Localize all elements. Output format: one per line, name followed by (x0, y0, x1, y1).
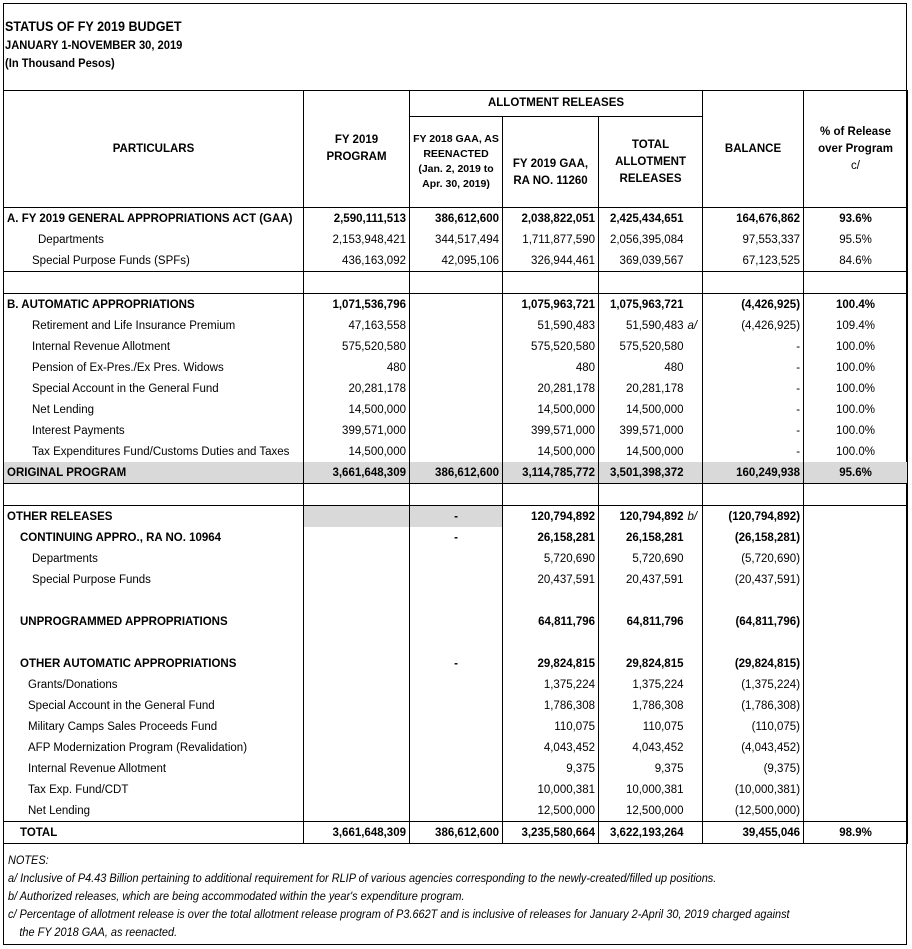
table-row (4, 420, 908, 441)
report-period: JANUARY 1-NOVEMBER 30, 2019 (5, 38, 183, 52)
cell-program (304, 569, 410, 590)
table-row (4, 229, 908, 250)
row-label: Tax Expenditures Fund/Customs Duties and Taxes (4, 441, 304, 462)
cell-program: 1,071,536,796 (304, 294, 410, 316)
table-cell (503, 484, 599, 506)
cell-gaa2019: 20,281,178 (503, 378, 599, 399)
cell-pct: 95.6% (804, 462, 908, 484)
cell-tag (687, 294, 703, 316)
table-row (4, 611, 908, 632)
cell-pct (804, 653, 908, 674)
cell-balance: - (703, 336, 804, 357)
table-cell (804, 632, 908, 653)
table-cell (304, 484, 410, 506)
cell-balance: (9,375) (703, 758, 804, 779)
table-cell (4, 484, 304, 506)
cell-tag: b/ (687, 506, 703, 528)
table-row (4, 378, 908, 399)
row-label: TOTAL (4, 822, 304, 844)
cell-balance: (4,426,925) (703, 294, 804, 316)
table-cell (410, 484, 503, 506)
row-label: OTHER AUTOMATIC APPROPRIATIONS (4, 653, 304, 674)
table-cell (804, 484, 908, 506)
cell-balance: - (703, 378, 804, 399)
row-label: Net Lending (4, 800, 304, 822)
cell-tag (687, 229, 703, 250)
table-cell (703, 632, 804, 653)
cell-pct: 95.5% (804, 229, 908, 250)
cell-gaa2018 (410, 336, 503, 357)
cell-balance: - (703, 420, 804, 441)
cell-total: 51,590,483 (599, 315, 687, 336)
cell-total: 2,425,434,651 (599, 208, 687, 230)
col-gaa-2019: FY 2019 GAA, RA NO. 11260 (503, 117, 599, 208)
cell-gaa2019: 1,075,963,721 (503, 294, 599, 316)
cell-balance: (1,786,308) (703, 695, 804, 716)
cell-gaa2018: 344,517,494 (410, 229, 503, 250)
table-row (4, 758, 908, 779)
cell-pct (804, 527, 908, 548)
table-row (4, 653, 908, 674)
table-cell (410, 272, 503, 294)
cell-program (304, 548, 410, 569)
cell-balance: 97,553,337 (703, 229, 804, 250)
table-cell (703, 590, 804, 611)
cell-gaa2019: 2,038,822,051 (503, 208, 599, 230)
row-label: Net Lending (4, 399, 304, 420)
notes-heading: NOTES: (8, 855, 49, 867)
row-label: Pension of Ex-Pres./Ex Pres. Widows (4, 357, 304, 378)
cell-tag (687, 420, 703, 441)
cell-tag (687, 674, 703, 695)
col-gaa-2018: FY 2018 GAA, AS REENACTED (Jan. 2, 2019 to Apr. 30, 2019) (410, 117, 503, 208)
col-particulars: PARTICULARS (4, 91, 304, 208)
cell-balance: 67,123,525 (703, 250, 804, 272)
cell-program (304, 653, 410, 674)
cell-pct: 84.6% (804, 250, 908, 272)
spacer-row (4, 272, 908, 294)
cell-gaa2018 (410, 441, 503, 462)
cell-gaa2019: 120,794,892 (503, 506, 599, 528)
cell-gaa2018: 386,612,600 (410, 822, 503, 844)
cell-gaa2019: 575,520,580 (503, 336, 599, 357)
cell-pct (804, 569, 908, 590)
row-label: Special Purpose Funds (SPFs) (4, 250, 304, 272)
cell-tag (687, 716, 703, 737)
table-cell (4, 272, 304, 294)
cell-program (304, 695, 410, 716)
cell-program: 14,500,000 (304, 399, 410, 420)
table-row (4, 527, 908, 548)
cell-gaa2018 (410, 420, 503, 441)
cell-balance: (1,375,224) (703, 674, 804, 695)
cell-total: 4,043,452 (599, 737, 687, 758)
cell-pct (804, 506, 908, 528)
cell-gaa2019: 20,437,591 (503, 569, 599, 590)
cell-gaa2019: 480 (503, 357, 599, 378)
cell-program (304, 611, 410, 632)
report-title: STATUS OF FY 2019 BUDGET (5, 19, 182, 34)
cell-program: 2,153,948,421 (304, 229, 410, 250)
cell-gaa2018 (410, 800, 503, 822)
cell-pct (804, 737, 908, 758)
row-label: Special Account in the General Fund (4, 695, 304, 716)
table-row (4, 548, 908, 569)
table-row (4, 569, 908, 590)
cell-pct: 100.4% (804, 294, 908, 316)
cell-program: 436,163,092 (304, 250, 410, 272)
cell-gaa2018: - (410, 506, 503, 528)
cell-total: 1,786,308 (599, 695, 687, 716)
cell-total: 64,811,796 (599, 611, 687, 632)
col-pct-release: % of Release over Program c/ (804, 91, 908, 208)
col-total-releases: TOTAL ALLOTMENT RELEASES (599, 117, 703, 208)
cell-gaa2018 (410, 315, 503, 336)
cell-tag (687, 695, 703, 716)
row-label: Departments (4, 229, 304, 250)
cell-gaa2018 (410, 548, 503, 569)
table-cell (687, 590, 703, 611)
note-a: a/ Inclusive of P4.43 Billion pertaining to additional requirement for RLIP of various agencies corresponding to the newly-created/filled up positions. (8, 873, 717, 885)
cell-tag (687, 399, 703, 420)
table-cell (410, 632, 503, 653)
table-row (4, 779, 908, 800)
col-program: FY 2019 PROGRAM (304, 91, 410, 208)
cell-total: 10,000,381 (599, 779, 687, 800)
cell-pct (804, 548, 908, 569)
cell-pct: 100.0% (804, 420, 908, 441)
table-row (4, 250, 908, 272)
table-row (4, 357, 908, 378)
row-label: AFP Modernization Program (Revalidation) (4, 737, 304, 758)
cell-gaa2018 (410, 378, 503, 399)
row-label: Internal Revenue Allotment (4, 336, 304, 357)
cell-total: 20,281,178 (599, 378, 687, 399)
table-cell (804, 590, 908, 611)
note-b: b/ Authorized releases, which are being accommodated within the year's expenditure program. (8, 891, 465, 903)
cell-total: 29,824,815 (599, 653, 687, 674)
cell-total: 9,375 (599, 758, 687, 779)
report-unit: (In Thousand Pesos) (5, 56, 115, 70)
cell-tag (687, 800, 703, 822)
row-label: Interest Payments (4, 420, 304, 441)
table-cell (4, 590, 304, 611)
table-row (4, 208, 908, 230)
cell-pct: 93.6% (804, 208, 908, 230)
cell-pct: 100.0% (804, 399, 908, 420)
table-cell (687, 484, 703, 506)
table-cell (304, 590, 410, 611)
cell-balance: - (703, 441, 804, 462)
cell-tag (687, 779, 703, 800)
cell-balance: (12,500,000) (703, 800, 804, 822)
cell-tag (687, 208, 703, 230)
cell-pct (804, 758, 908, 779)
cell-balance: (20,437,591) (703, 569, 804, 590)
table-cell (599, 590, 687, 611)
cell-program (304, 527, 410, 548)
cell-balance: - (703, 399, 804, 420)
col-allotment-releases: ALLOTMENT RELEASES (410, 91, 703, 117)
cell-gaa2019: 3,235,580,664 (503, 822, 599, 844)
cell-gaa2019: 64,811,796 (503, 611, 599, 632)
cell-tag (687, 548, 703, 569)
cell-tag (687, 737, 703, 758)
cell-tag (687, 611, 703, 632)
cell-tag (687, 527, 703, 548)
cell-gaa2019: 110,075 (503, 716, 599, 737)
cell-balance: (110,075) (703, 716, 804, 737)
cell-program (304, 779, 410, 800)
cell-gaa2018: - (410, 653, 503, 674)
cell-gaa2019: 1,786,308 (503, 695, 599, 716)
cell-total: 12,500,000 (599, 800, 687, 822)
table-row (4, 294, 908, 316)
cell-tag (687, 250, 703, 272)
cell-gaa2018 (410, 357, 503, 378)
table-row (4, 716, 908, 737)
cell-gaa2019: 12,500,000 (503, 800, 599, 822)
row-label: Tax Exp. Fund/CDT (4, 779, 304, 800)
cell-pct: 98.9% (804, 822, 908, 844)
row-label: Departments (4, 548, 304, 569)
table-cell (503, 272, 599, 294)
cell-total: 20,437,591 (599, 569, 687, 590)
cell-total: 480 (599, 357, 687, 378)
cell-program: 2,590,111,513 (304, 208, 410, 230)
cell-gaa2018 (410, 611, 503, 632)
cell-total: 1,075,963,721 (599, 294, 687, 316)
row-label: B. AUTOMATIC APPROPRIATIONS (4, 294, 304, 316)
row-label: Special Account in the General Fund (4, 378, 304, 399)
cell-tag (687, 822, 703, 844)
cell-balance: (29,824,815) (703, 653, 804, 674)
cell-program: 3,661,648,309 (304, 462, 410, 484)
cell-gaa2019: 10,000,381 (503, 779, 599, 800)
cell-program (304, 737, 410, 758)
row-label: Grants/Donations (4, 674, 304, 695)
row-label: Internal Revenue Allotment (4, 758, 304, 779)
table-row (4, 822, 908, 844)
cell-gaa2019: 326,944,461 (503, 250, 599, 272)
cell-gaa2019: 51,590,483 (503, 315, 599, 336)
cell-pct (804, 611, 908, 632)
table-cell (599, 632, 687, 653)
spacer-row (4, 484, 908, 506)
cell-gaa2018 (410, 674, 503, 695)
note-c: c/ Percentage of allotment release is over the total allotment release program of P3.662T and is inclusive of releases for January 2-April 30, 2019 charged against (8, 909, 790, 921)
cell-pct (804, 800, 908, 822)
cell-gaa2019: 5,720,690 (503, 548, 599, 569)
cell-program: 575,520,580 (304, 336, 410, 357)
cell-pct: 100.0% (804, 336, 908, 357)
cell-pct: 100.0% (804, 378, 908, 399)
spacer-row (4, 590, 908, 611)
row-label: Special Purpose Funds (4, 569, 304, 590)
report-header (5, 18, 196, 72)
cell-gaa2019: 1,711,877,590 (503, 229, 599, 250)
cell-tag (687, 462, 703, 484)
cell-pct (804, 779, 908, 800)
col-balance: BALANCE (703, 91, 804, 208)
cell-total: 120,794,892 (599, 506, 687, 528)
cell-gaa2018 (410, 569, 503, 590)
cell-total: 399,571,000 (599, 420, 687, 441)
spacer-row (4, 632, 908, 653)
cell-gaa2019: 3,114,785,772 (503, 462, 599, 484)
cell-total: 14,500,000 (599, 441, 687, 462)
cell-gaa2018: - (410, 527, 503, 548)
cell-program: 14,500,000 (304, 441, 410, 462)
cell-gaa2018 (410, 758, 503, 779)
cell-balance: 39,455,046 (703, 822, 804, 844)
cell-pct (804, 674, 908, 695)
cell-tag (687, 336, 703, 357)
cell-pct (804, 695, 908, 716)
cell-balance: (10,000,381) (703, 779, 804, 800)
table-row (4, 336, 908, 357)
cell-total: 3,622,193,264 (599, 822, 687, 844)
table-cell (687, 632, 703, 653)
cell-gaa2019: 14,500,000 (503, 399, 599, 420)
table-row (4, 462, 908, 484)
table-row (4, 800, 908, 822)
cell-balance: (64,811,796) (703, 611, 804, 632)
cell-total: 2,056,395,084 (599, 229, 687, 250)
cell-tag (687, 441, 703, 462)
cell-program (304, 800, 410, 822)
cell-total: 26,158,281 (599, 527, 687, 548)
cell-tag (687, 569, 703, 590)
table-row (4, 399, 908, 420)
cell-gaa2018 (410, 779, 503, 800)
cell-gaa2018 (410, 737, 503, 758)
cell-program: 3,661,648,309 (304, 822, 410, 844)
cell-total: 369,039,567 (599, 250, 687, 272)
cell-program (304, 506, 410, 528)
cell-gaa2018: 386,612,600 (410, 462, 503, 484)
cell-program: 47,163,558 (304, 315, 410, 336)
note-c-continued: the FY 2018 GAA, as reenacted. (19, 927, 178, 939)
table-cell (703, 484, 804, 506)
cell-gaa2018 (410, 294, 503, 316)
table-cell (304, 272, 410, 294)
table-cell (687, 272, 703, 294)
cell-pct: 100.0% (804, 441, 908, 462)
cell-program: 399,571,000 (304, 420, 410, 441)
cell-balance: (120,794,892) (703, 506, 804, 528)
table-row (4, 315, 908, 336)
cell-gaa2019: 9,375 (503, 758, 599, 779)
cell-pct: 109.4% (804, 315, 908, 336)
table-cell (503, 632, 599, 653)
cell-gaa2018 (410, 399, 503, 420)
table-cell (599, 272, 687, 294)
table-cell (599, 484, 687, 506)
cell-total: 110,075 (599, 716, 687, 737)
cell-gaa2018 (410, 716, 503, 737)
cell-pct: 100.0% (804, 357, 908, 378)
cell-total: 3,501,398,372 (599, 462, 687, 484)
table-row (4, 695, 908, 716)
cell-total: 1,375,224 (599, 674, 687, 695)
table-row (4, 674, 908, 695)
cell-tag (687, 653, 703, 674)
table-cell (503, 590, 599, 611)
row-label: Military Camps Sales Proceeds Fund (4, 716, 304, 737)
cell-balance: (4,426,925) (703, 315, 804, 336)
cell-tag (687, 758, 703, 779)
cell-gaa2019: 14,500,000 (503, 441, 599, 462)
cell-balance: - (703, 357, 804, 378)
cell-balance: (26,158,281) (703, 527, 804, 548)
cell-gaa2018: 386,612,600 (410, 208, 503, 230)
table-cell (804, 272, 908, 294)
cell-program: 20,281,178 (304, 378, 410, 399)
cell-total: 5,720,690 (599, 548, 687, 569)
notes-section (8, 852, 888, 942)
cell-program (304, 674, 410, 695)
cell-gaa2019: 4,043,452 (503, 737, 599, 758)
row-label: A. FY 2019 GENERAL APPROPRIATIONS ACT (GAA) (4, 208, 304, 230)
cell-gaa2018 (410, 695, 503, 716)
cell-total: 575,520,580 (599, 336, 687, 357)
table-row (4, 737, 908, 758)
row-label: UNPROGRAMMED APPROPRIATIONS (4, 611, 304, 632)
cell-balance: (4,043,452) (703, 737, 804, 758)
budget-table (3, 90, 908, 844)
cell-program (304, 716, 410, 737)
cell-gaa2019: 1,375,224 (503, 674, 599, 695)
row-label: ORIGINAL PROGRAM (4, 462, 304, 484)
table-row (4, 506, 908, 528)
table-cell (410, 590, 503, 611)
table-row (4, 441, 908, 462)
cell-balance: 160,249,938 (703, 462, 804, 484)
row-label: OTHER RELEASES (4, 506, 304, 528)
table-cell (703, 272, 804, 294)
cell-total: 14,500,000 (599, 399, 687, 420)
cell-gaa2019: 26,158,281 (503, 527, 599, 548)
table-cell (304, 632, 410, 653)
cell-program (304, 758, 410, 779)
cell-tag (687, 378, 703, 399)
cell-gaa2019: 399,571,000 (503, 420, 599, 441)
row-label: CONTINUING APPRO., RA NO. 10964 (4, 527, 304, 548)
cell-tag: a/ (687, 315, 703, 336)
cell-balance: (5,720,690) (703, 548, 804, 569)
cell-program: 480 (304, 357, 410, 378)
table-cell (4, 632, 304, 653)
cell-balance: 164,676,862 (703, 208, 804, 230)
cell-gaa2018: 42,095,106 (410, 250, 503, 272)
cell-tag (687, 357, 703, 378)
row-label: Retirement and Life Insurance Premium (4, 315, 304, 336)
cell-pct (804, 716, 908, 737)
cell-gaa2019: 29,824,815 (503, 653, 599, 674)
